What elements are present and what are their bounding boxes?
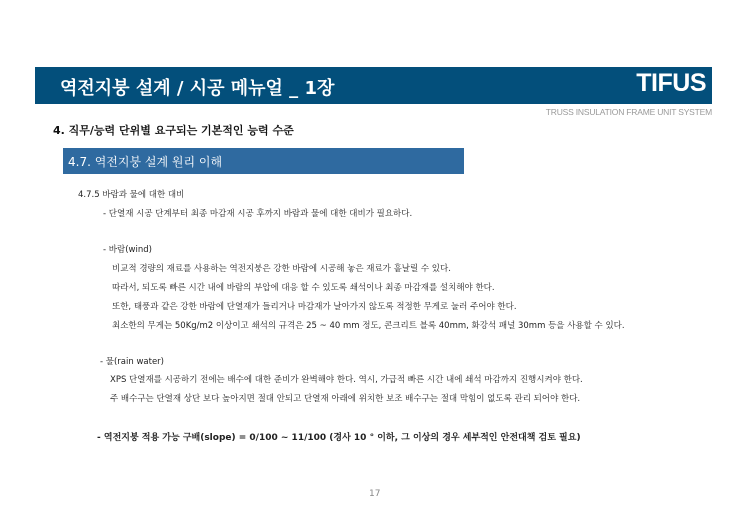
rain-heading: - 물(rain water): [100, 357, 164, 367]
document-title: 역전지붕 설계 / 시공 메뉴얼 _ 1장: [60, 78, 335, 99]
logo-tagline: TRUSS INSULATION FRAME UNIT SYSTEM: [545, 107, 712, 117]
page-number: 17: [369, 489, 381, 499]
slope-note: - 역전지붕 적용 가능 구배(slope) = 0/100 ~ 11/100 (경사 10 ° 이하, 그 이상의 경우 세부적인 안전대책 검토 필요): [97, 433, 581, 443]
topic-heading: 4.7.5 바람과 물에 대한 대비: [78, 190, 185, 200]
section-heading: 4. 직무/능력 단위별 요구되는 기본적인 능력 수준: [53, 124, 294, 137]
body-line: XPS 단열재를 시공하기 전에는 배수에 대한 준비가 완벽해야 한다. 역시, 가급적 빠른 시간 내에 쇄석 마감까지 진행시켜야 한다.: [110, 375, 583, 385]
wind-heading: - 바람(wind): [103, 245, 152, 255]
subsection-title: 4.7. 역전지붕 설계 원리 이해: [68, 155, 223, 169]
body-line: - 단열재 시공 단계부터 최종 마감재 시공 후까지 바람과 물에 대한 대비가 필요하다.: [103, 209, 413, 219]
subsection-bar: [63, 148, 464, 174]
body-line: 비교적 경량의 재료를 사용하는 역전지붕은 강한 바람에 시공해 놓은 재료가 흩날릴 수 있다.: [112, 264, 451, 274]
header-bar: [35, 67, 712, 104]
body-line: 최소한의 무게는 50Kg/m2 이상이고 쇄석의 규격은 25 ~ 40 mm 정도, 콘크리트 블록 40mm, 화강석 패널 30mm 등을 사용할 수 있다.: [112, 321, 625, 331]
body-line: 주 배수구는 단열재 상단 보다 높아지면 절대 안되고 단열재 아래에 위치한 보조 배수구는 절대 막힘이 없도록 관리 되어야 한다.: [110, 394, 581, 404]
body-line: 따라서, 되도록 빠른 시간 내에 바람의 부압에 대응 할 수 있도록 쇄석이나 최종 마감재를 설치해야 한다.: [112, 283, 495, 293]
body-line: 또한, 태풍과 같은 강한 바람에 단열재가 들리거나 마감재가 날아가지 않도록 적정한 무게로 눌러 주어야 한다.: [112, 302, 517, 312]
tifus-logo: TIFUS: [636, 69, 706, 97]
